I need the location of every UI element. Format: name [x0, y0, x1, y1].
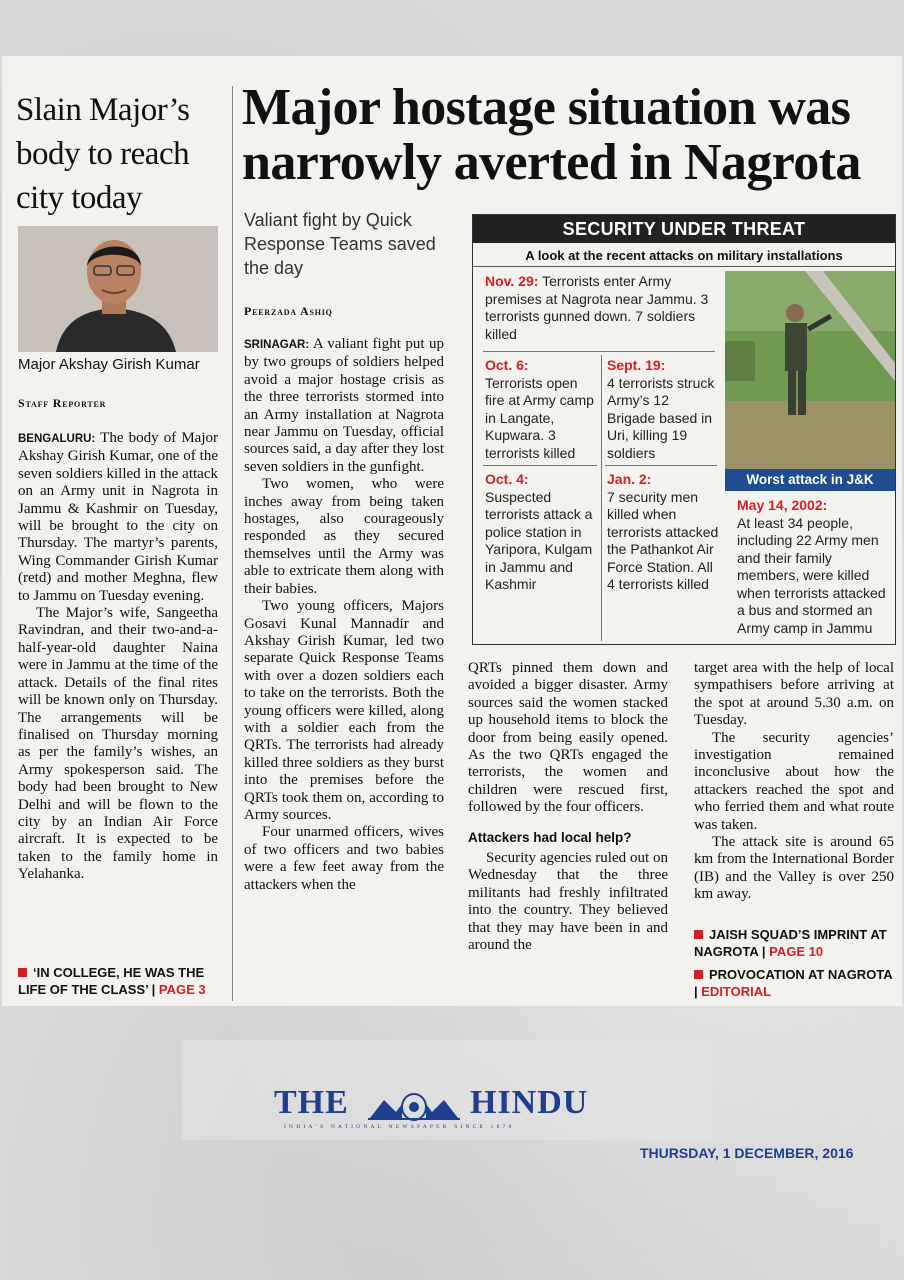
box-divider [483, 465, 597, 466]
box-divider [483, 351, 715, 352]
main-story-column-2 [468, 660, 668, 955]
main-paragraph: The security agencies’ investigation remained inconclusive about how the attackers reached the spot and who ferried them and what route was taken. [694, 729, 894, 833]
dateline: BENGALURU: [18, 433, 96, 445]
side-story-byline: Staff Reporter [18, 396, 107, 410]
security-threat-box [472, 214, 896, 645]
red-square-icon [694, 930, 703, 939]
main-reference-1[interactable]: JAISH SQUAD’S IMPRINT AT NAGROTA | PAGE 10 [694, 927, 887, 959]
newspaper-masthead [274, 1084, 604, 1121]
photo-caption: Major Akshay Girish Kumar [18, 356, 200, 373]
red-square-icon [18, 968, 27, 977]
major-portrait-photo [18, 226, 218, 352]
timeline-entry-nov29: Nov. 29: Terrorists enter Army premises at Nagrota near Jammu. 3 terrorists gunned down. 7 soldiers killed [485, 273, 709, 342]
page-reference: PAGE 3 [158, 982, 206, 997]
main-headline: Major hostage situation was narrowly averted in Nagrota [242, 79, 861, 191]
main-paragraph: Two women, who were inches away from being taken hostages, also courageously responded as they secured themselves until the Army was able to extricate them along with their babies. [244, 476, 444, 597]
main-paragraph: Four unarmed officers, wives of two officers and two babies were a few feet away from the attackers when the [244, 824, 444, 893]
red-square-icon [694, 970, 703, 979]
timeline-entry-may2002: May 14, 2002: At least 34 people, including 22 Army men and their family members, were killed when terrorists attacked a bus and stormed an Army camp in Jammu [737, 497, 886, 636]
main-paragraph: The attack site is around 65 km from the International Border (IB) and the Valley is over 250 km away. [694, 834, 894, 903]
side-story-paragraph: BENGALURU: The body of Major Akshay Girish Kumar, one of the seven soldiers killed in the attack on an Army unit in Nagrota in Jammu & Kashmir on Tuesday, will be brought to the city on Thursday. The martyr’s parents, Wing Commander Girish Kumar (retd) and mother Meghna, flew to Jammu on Tuesday evening. [18, 430, 218, 604]
box-divider [605, 465, 717, 466]
main-paragraph: Security agencies ruled out on Wednesday that the three militants had freshly infiltrated into the country. They believed that they may have been in and around the [468, 850, 668, 954]
main-story-column-1 [244, 336, 444, 894]
box-subtitle: A look at the recent attacks on military installations [473, 245, 895, 267]
attack-scene-photo [725, 271, 895, 469]
main-paragraph: QRTs pinned them down and avoided a bigger disaster. Army sources said the women stacked up household items to block the door from being easily opened. As the two QRTs engaged the terrorists, the women and children were rescued first, followed by the four officers. [468, 660, 668, 816]
main-subhead: Attackers had local help? [468, 829, 632, 845]
page-reference: PAGE 10 [769, 944, 824, 959]
main-byline: Peerzada Ashiq [244, 304, 333, 318]
emblem-icon [366, 1092, 462, 1122]
side-story-paragraph: The Major’s wife, Sangeetha Ravindran, and their two-and-a-half-year-old daughter Naina were in Jammu at the time of the attack. Details of the final rites will be known only on Thursday. The arrangements will be finalised on Thursday morning as per the family’s wishes, an Army spokesperson said. The body had been brought to New Delhi and will be flown to the city by an Indian Air Force aircraft. It is expected to be taken to the family home in Yelahanka. [18, 605, 218, 883]
newspaper-clipping [2, 56, 902, 1006]
main-story-column-3 [694, 660, 894, 904]
publication-date: THURSDAY, 1 DECEMBER, 2016 [640, 1145, 854, 1161]
masthead-hindu: HINDU [470, 1084, 589, 1121]
masthead-tagline: INDIA’S NATIONAL NEWSPAPER SINCE 1878 [284, 1124, 515, 1130]
side-story-body [18, 430, 218, 884]
main-paragraph: target area with the help of local sympathisers before arriving at the spot at around 5.30 a.m. on Tuesday. [694, 660, 894, 729]
dateline: SRINAGAR: [244, 339, 310, 351]
column-divider [232, 86, 233, 1001]
timeline-entry-oct4: Oct. 4: Suspected terrorists attack a police station in Yaripora, Kulgam in Jammu and Kashmir [485, 471, 593, 592]
timeline-entry-sept19: Sept. 19: 4 terrorists struck Army’s 12 Brigade based in Uri, killing 19 soldiers [607, 357, 715, 461]
side-story-reference[interactable]: ‘IN COLLEGE, HE WAS THE LIFE OF THE CLASS’ | PAGE 3 [18, 965, 206, 997]
timeline-entry-jan2: Jan. 2: 7 security men killed when terrorists attacked the Pathankot Air Force Station. All 4 terrorists killed [607, 471, 719, 592]
side-story-headline: Slain Major’s body to reach city today [16, 92, 190, 216]
page-reference: EDITORIAL [701, 984, 772, 999]
timeline-entry-oct6: Oct. 6: Terrorists open fire at Army camp in Langate, Kupwara. 3 terrorists killed [485, 357, 594, 461]
main-deck: Valiant fight by Quick Response Teams saved the day [244, 210, 436, 278]
main-paragraph: SRINAGAR: A valiant fight put up by two groups of soldiers helped avoid a major hostage crisis as the three terrorists stormed into an Army installation at Nagrota near Jammu on Tuesday, official sources said, a day after they lost seven soldiers in the gunfight. [244, 336, 444, 475]
main-paragraph: Two young officers, Majors Gosavi Kunal Mannadir and Akshay Girish Kumar, led two separate Quick Response Teams with over a dozen soldiers each to take on the terrorists. Both the young officers were killed, along with a soldier each from the QRTs. The terrorists had already killed three soldiers as they burst into the premises before the QRTs took them on, according to Army sources. [244, 598, 444, 823]
main-reference-2[interactable]: PROVOCATION AT NAGROTA | EDITORIAL [694, 967, 893, 999]
photo-label: Worst attack in J&K [725, 469, 895, 491]
masthead-the: THE [274, 1084, 349, 1121]
box-title: SECURITY UNDER THREAT [473, 215, 895, 243]
box-divider [601, 355, 602, 641]
